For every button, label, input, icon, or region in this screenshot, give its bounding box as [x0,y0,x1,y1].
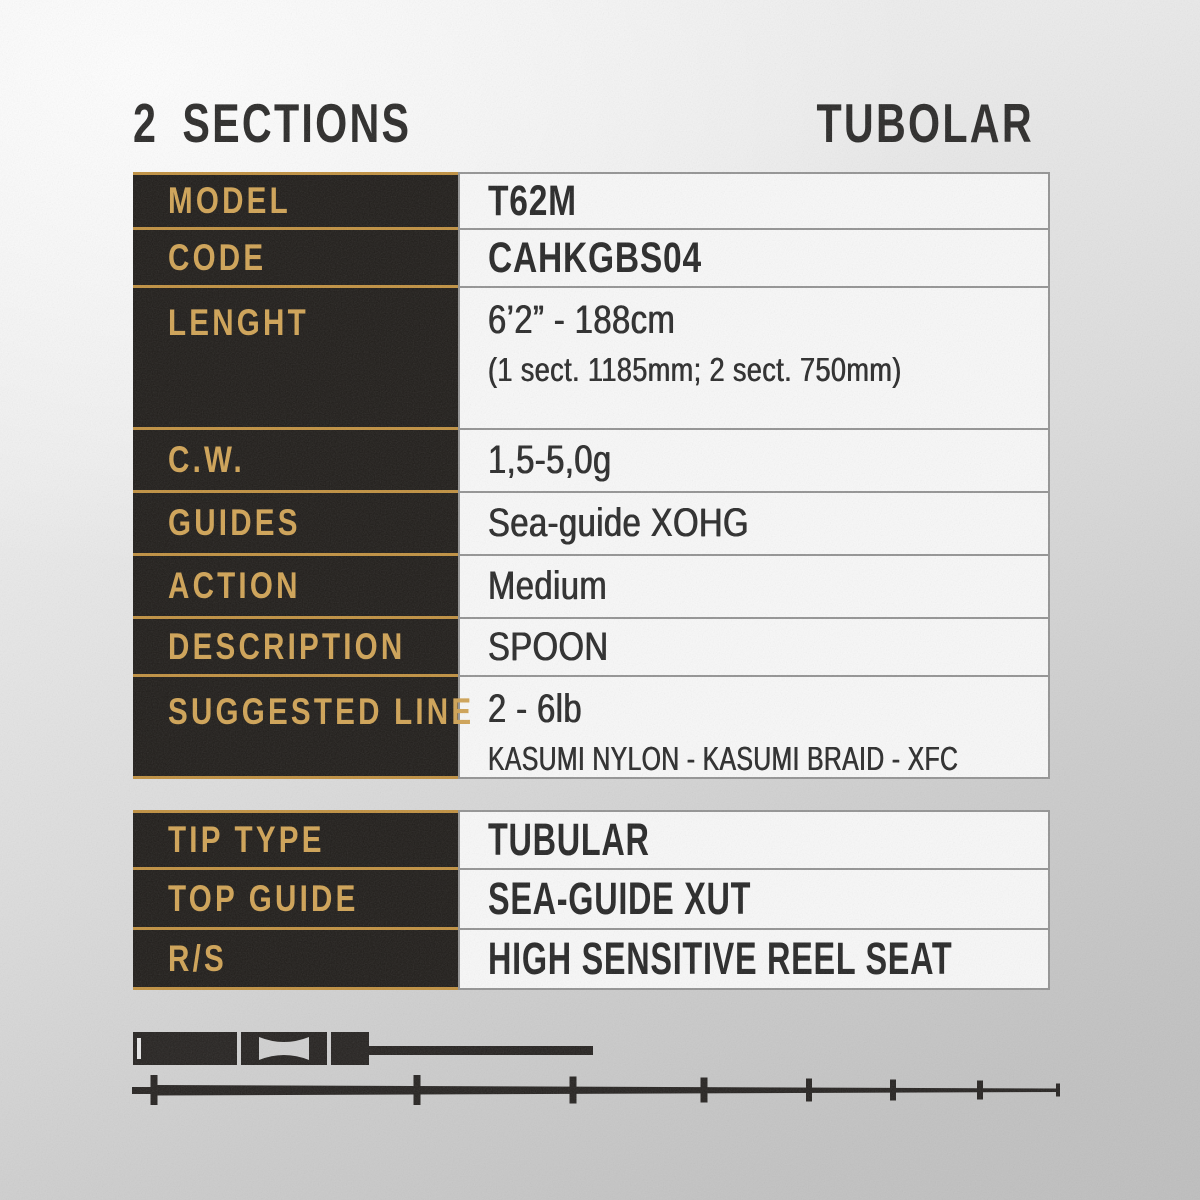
tip-value-tip-type: TUBULAR [458,810,1050,870]
spec-value-guides: Sea-guide XOHG [458,493,1050,556]
spec-label-guides: GUIDES [133,493,458,556]
tip-label-tip-type: TIP TYPE [133,810,458,870]
spec-value-description: SPOON [458,619,1050,677]
header [133,94,1034,152]
spec-table [133,172,1050,779]
spec-value-action: Medium [458,556,1050,619]
spec-label-code: CODE [133,230,458,288]
tip-value-rs: HIGH SENSITIVE REEL SEAT [458,930,1050,990]
rod-guide-ticks [151,1075,1061,1105]
spec-value-suggested-line: 2 - 6lb KASUMI NYLON - KASUMI BRAID - XFC [458,677,1050,779]
spec-value-code: CAHKGBS04 [458,230,1050,288]
spec-value-lenght: 6’2” - 188cm (1 sect. 1185mm; 2 sect. 750mm) [458,288,1050,430]
spec-label-description: DESCRIPTION [133,619,458,677]
spec-label-action: ACTION [133,556,458,619]
tip-label-top-guide: TOP GUIDE [133,870,458,930]
tip-label-rs: R/S [133,930,458,990]
rod-blank-icon [132,1075,1060,1105]
tubolar-title: TUBOLAR [816,92,1034,154]
spec-label-cw: C.W. [133,430,458,493]
sections-title: 2 SECTIONS [133,92,412,154]
spec-value-model: T62M [458,172,1050,230]
spec-label-model: MODEL [133,172,458,230]
spec-label-suggested-line: SUGGESTED LINE [133,677,458,779]
spec-label-lenght: LENGHT [133,288,458,430]
spec-value-cw: 1,5-5,0g [458,430,1050,493]
tip-table [133,810,1050,990]
rod-handle-icon [133,1032,593,1065]
tip-value-top-guide: SEA-GUIDE XUT [458,870,1050,930]
